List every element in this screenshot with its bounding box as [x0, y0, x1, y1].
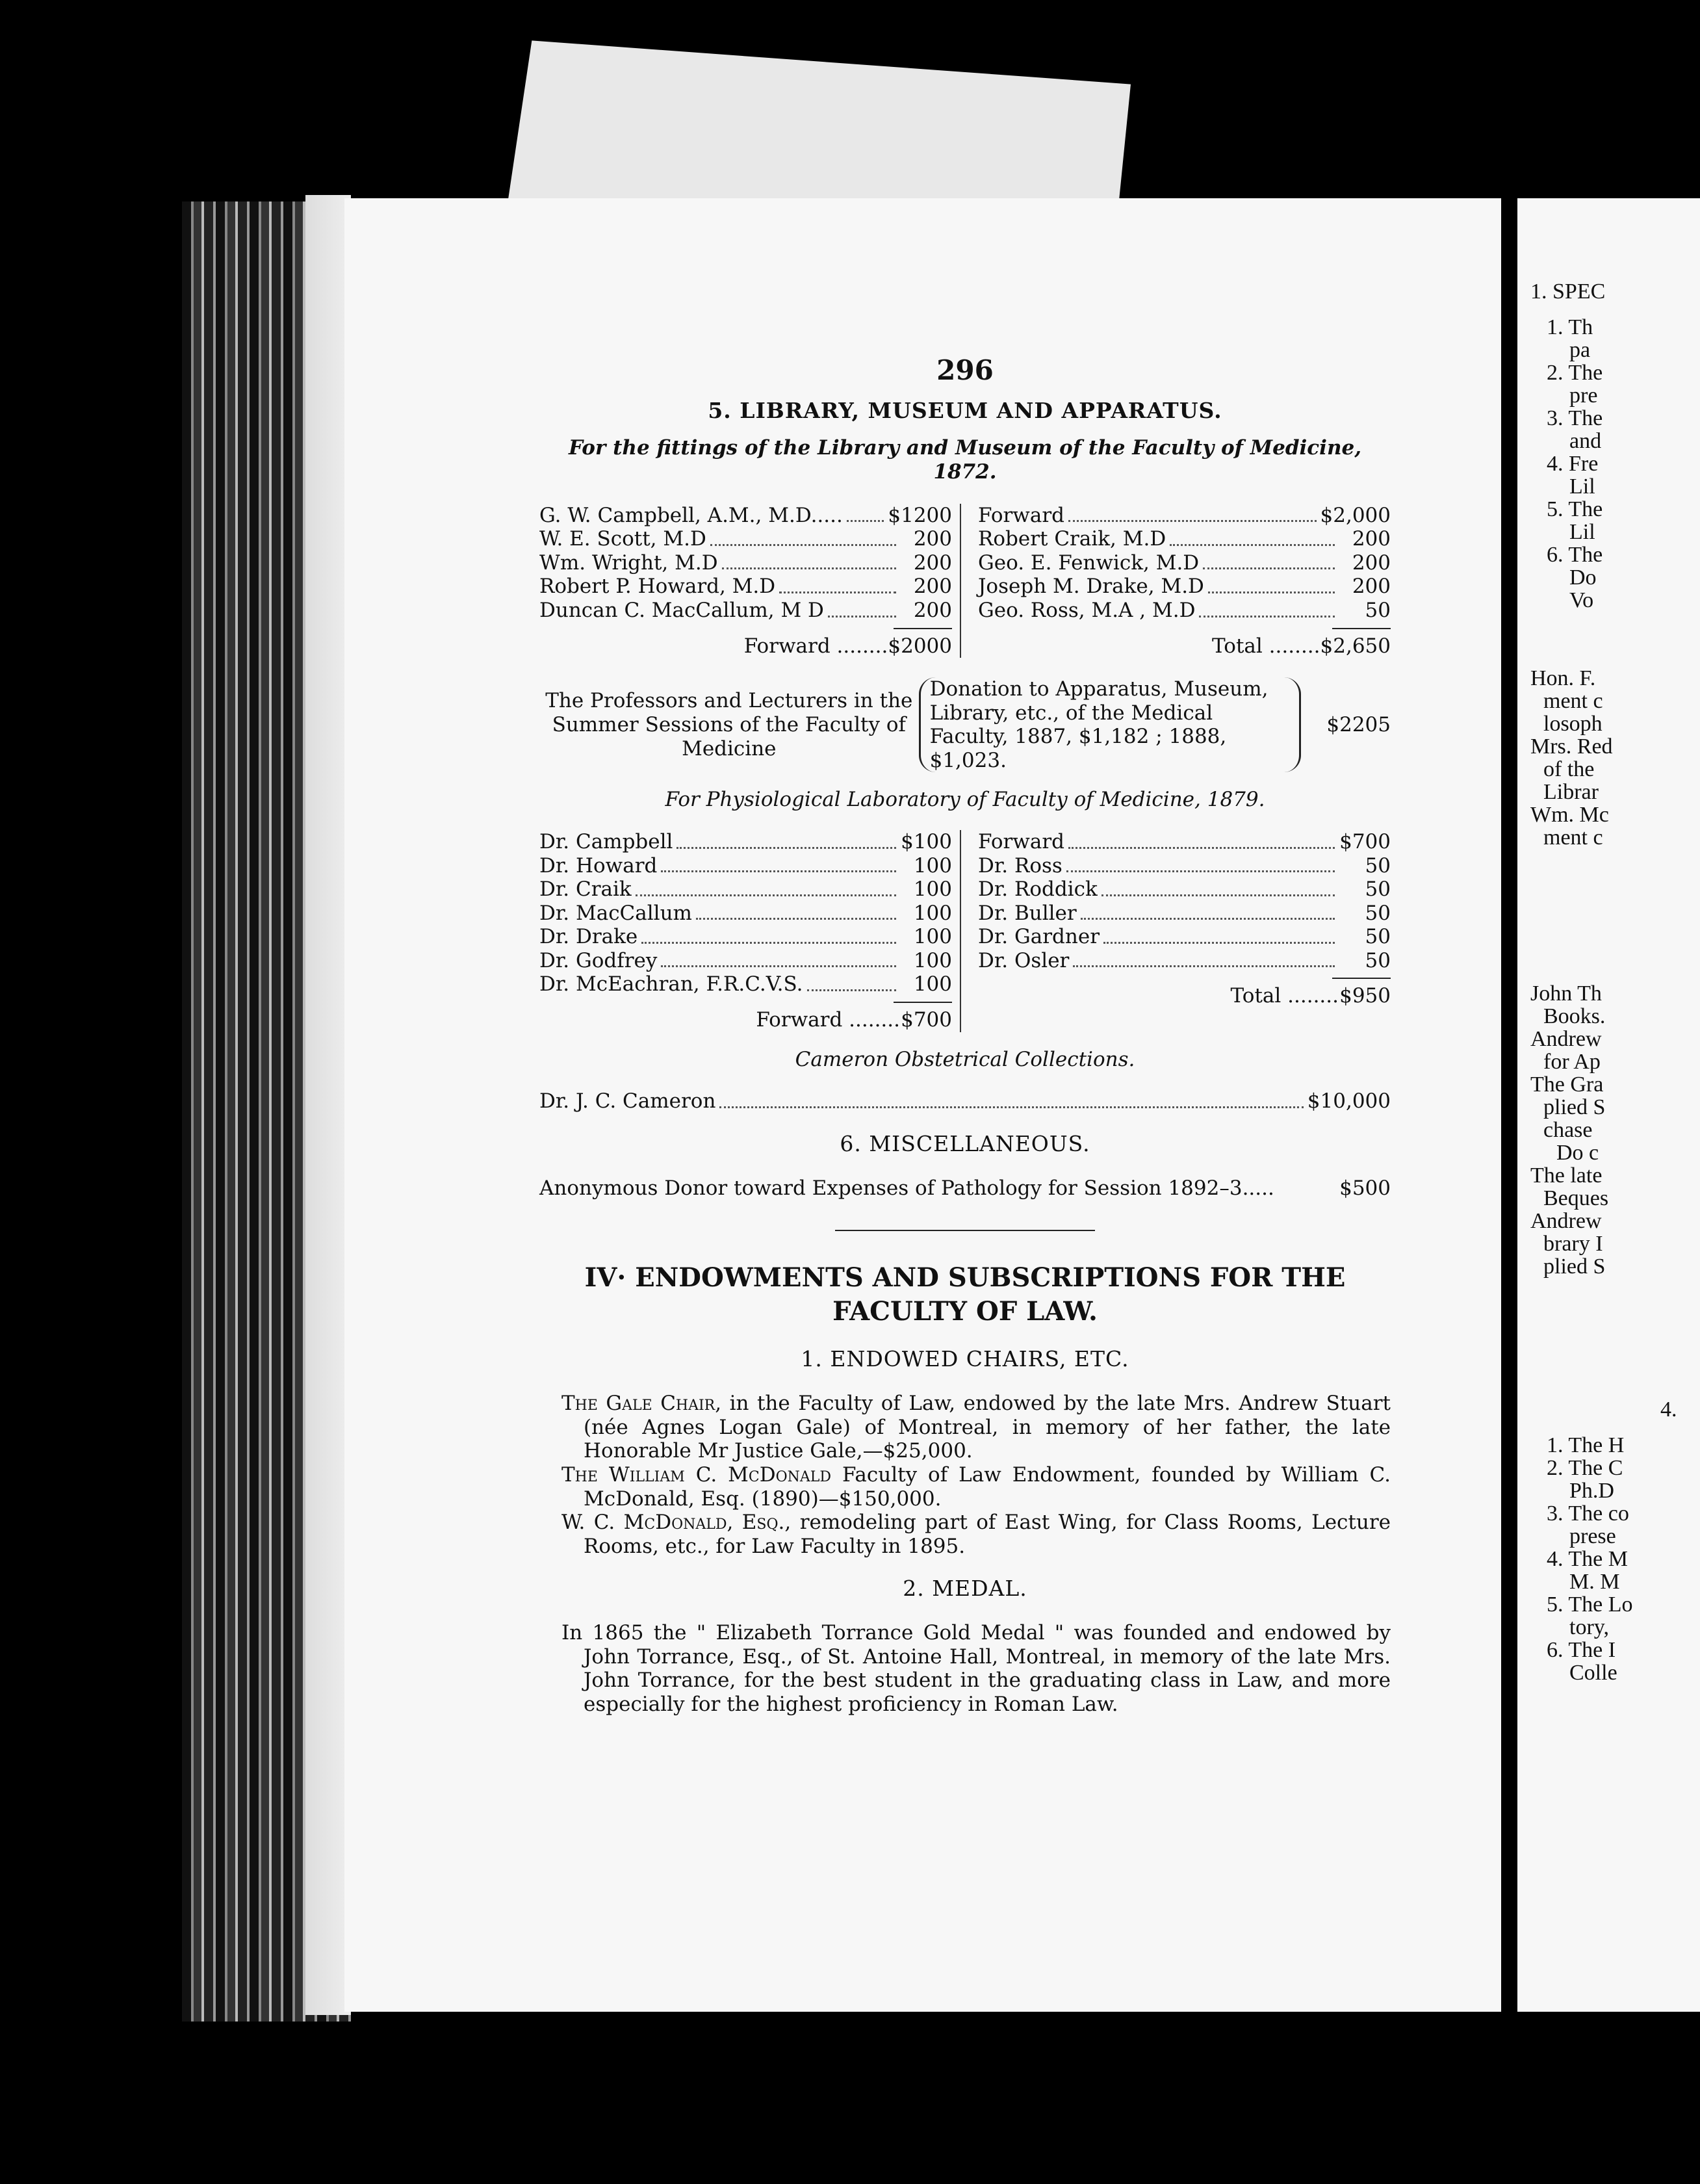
leader-dots [710, 527, 896, 546]
entry-amount: 200 [913, 598, 952, 622]
entry-name: Forward [978, 830, 1064, 853]
chair-entry [539, 1463, 1391, 1511]
entry-amount: 100 [913, 972, 952, 996]
fragment-line: 4. [1660, 1398, 1677, 1422]
fragment-line: tory, [1569, 1615, 1610, 1639]
fittings-left-column [539, 504, 961, 658]
fragment-line: John Th [1530, 982, 1602, 1006]
medal-text: In 1865 the " Elizabeth Torrance Gold Medal " was founded and endowed by John Torrance, Esq., of St. Antoine Hall, Montreal, in memory of the late Mrs. John Torrance, for the best student in the graduating class in Law, and more especially for the highest proficiency in Roman Law. [561, 1621, 1391, 1716]
fragment-line: The late [1530, 1164, 1603, 1188]
entry-name: Dr. Gardner [978, 925, 1100, 949]
fragment-line: for Ap [1543, 1050, 1601, 1074]
entry-amount: 200 [913, 551, 952, 575]
entry-row [978, 949, 1391, 973]
leader-dots [1068, 830, 1335, 849]
fragment-line: 1. Th [1547, 315, 1593, 339]
fragment-line: of the [1543, 757, 1595, 781]
entry-row [978, 925, 1391, 949]
sum-amount: $700 [901, 1008, 952, 1032]
fragment-line: plied S [1543, 1095, 1606, 1119]
entry-row [539, 949, 952, 973]
leader-dots [719, 1089, 1303, 1108]
entry-row [978, 830, 1391, 854]
entry-name: Robert P. Howard, M.D [539, 575, 776, 599]
fragment-line: Do c [1556, 1141, 1599, 1165]
fittings-table [539, 504, 1391, 658]
entry-amount: 50 [1365, 901, 1391, 925]
leader-dots [636, 878, 896, 896]
leader-dots [779, 575, 896, 593]
entry-row [978, 878, 1391, 902]
entry-row [978, 854, 1391, 878]
chair-entry [539, 1392, 1391, 1463]
fragment-line: losoph [1543, 712, 1603, 736]
fragment-line: 2. The C [1547, 1456, 1623, 1480]
leader-dots [722, 551, 896, 570]
sum-spacer [978, 984, 1231, 1008]
fragment-line: Colle [1569, 1661, 1617, 1685]
leader-dots [696, 902, 896, 920]
entry-row [539, 527, 952, 551]
chair-name: The Gale Chair, [561, 1392, 722, 1416]
paper-tab [507, 26, 1131, 208]
library-heading: 5. LIBRARY, MUSEUM AND APPARATUS. [708, 397, 1222, 423]
entry-amount: 50 [1365, 948, 1391, 972]
fragment-line: and [1569, 429, 1602, 453]
fragment-line: prese [1569, 1524, 1616, 1548]
law-heading: IV· ENDOWMENTS AND SUBSCRIPTIONS FOR THE FACULTY OF LAW. [584, 1262, 1346, 1327]
entry-amount: 100 [913, 878, 952, 902]
entry-row [539, 925, 952, 949]
page-number: 296 [936, 354, 994, 386]
fragment-line: Mrs. Red [1530, 734, 1613, 759]
sum-spacer [978, 634, 1212, 658]
sum-spacer [539, 1008, 756, 1032]
misc-row [539, 1176, 1391, 1201]
sum-label: Forward ........ [756, 1008, 900, 1032]
leader-dots [1101, 878, 1335, 896]
entry-row [978, 504, 1391, 528]
entry-row [539, 504, 952, 528]
entry-row [539, 575, 952, 599]
entry-name: Wm. Wright, M.D [539, 551, 718, 575]
entry-row [978, 599, 1391, 623]
entry-name: Geo. Ross, M.A , M.D [978, 598, 1196, 622]
leader-dots [1066, 854, 1335, 873]
sum-row [978, 634, 1391, 658]
fragment-line: Vo [1569, 588, 1594, 612]
entry-amount: 100 [913, 853, 952, 878]
fragment-line: Librar [1543, 780, 1599, 804]
physio-right-column [969, 830, 1391, 1032]
entry-name: Joseph M. Drake, M.D [978, 575, 1204, 599]
entry-row [978, 902, 1391, 926]
sum-amount: $2000 [888, 634, 952, 658]
fragment-line: plied S [1543, 1254, 1606, 1279]
fragment-line: Ph.D [1569, 1479, 1614, 1503]
entry-name: Robert Craik, M.D [978, 527, 1166, 551]
entry-amount: $1200 [888, 503, 952, 527]
sum-spacer [539, 634, 744, 658]
entry-name: Dr. Godfrey [539, 948, 658, 972]
sum-row [978, 984, 1391, 1008]
cameron-amount: $10,000 [1307, 1089, 1391, 1113]
fragment-line: ment c [1543, 689, 1603, 713]
entry-name: Dr. Craik [539, 878, 632, 902]
entry-row [539, 878, 952, 902]
fragment-line: Hon. F. [1530, 666, 1596, 690]
misc-name: Anonymous Donor toward Expenses of Pathology for Session 1892–3..... [539, 1176, 1274, 1200]
fragment-line: 5. The Lo [1547, 1592, 1633, 1617]
fragment-line: 6. The I [1547, 1638, 1616, 1662]
medal-heading: 2. MEDAL. [903, 1576, 1027, 1602]
entry-amount: 200 [1352, 527, 1391, 551]
entry-row [539, 854, 952, 878]
entry-row [539, 599, 952, 623]
entry-name: Dr. McEachran, F.R.C.V.S. [539, 972, 803, 996]
entry-amount: $100 [901, 830, 952, 853]
entry-amount: $700 [1339, 830, 1391, 853]
leader-dots [1203, 551, 1335, 570]
entry-row [978, 527, 1391, 551]
sum-rule [894, 628, 952, 629]
fragment-line: 1. SPEC [1530, 280, 1606, 304]
entry-amount: 100 [913, 948, 952, 972]
leader-dots [847, 504, 884, 523]
physio-table [539, 830, 1391, 1032]
fittings-title: For the fittings of the Library and Museum of the Faculty of Medicine, 1872. [568, 436, 1362, 484]
entry-name: Forward [978, 503, 1064, 527]
professors-donor: The Professors and Lecturers in the Summer Sessions of the Faculty of Medicine [545, 689, 913, 760]
leader-dots [661, 949, 896, 968]
fragment-line: The Gra [1530, 1072, 1604, 1097]
fragment-line: Andrew [1530, 1027, 1602, 1051]
leader-dots [1208, 575, 1335, 593]
entry-name: Dr. Osler [978, 948, 1070, 972]
entry-name: Dr. Ross [978, 853, 1062, 878]
entry-name: Geo. E. Fenwick, M.D [978, 551, 1200, 575]
left-page [344, 198, 1501, 2012]
leader-dots [807, 972, 897, 991]
sum-row [539, 634, 952, 658]
cameron-row [539, 1089, 1391, 1113]
chair-name: W. C. McDonald, Esq., [561, 1511, 792, 1535]
physio-title: For Physiological Laboratory of Faculty of Medicine, 1879. [665, 788, 1265, 812]
leader-dots [1170, 527, 1335, 546]
fragment-line: Lil [1569, 520, 1595, 544]
entry-amount: 200 [1352, 575, 1391, 599]
entry-amount: 100 [913, 925, 952, 949]
misc-heading: 6. MISCELLANEOUS. [840, 1130, 1090, 1156]
section-divider [835, 1230, 1095, 1231]
professors-amount: $2205 [1326, 712, 1391, 736]
fragment-line: 4. Fre [1547, 452, 1599, 476]
misc-spacer [1278, 1176, 1335, 1195]
entry-name: Dr. Roddick [978, 878, 1098, 902]
chair-entry [539, 1511, 1391, 1558]
chair-name: The William C. McDonald [561, 1462, 832, 1487]
fragment-line: pa [1569, 338, 1591, 362]
chairs-list [539, 1392, 1391, 1558]
misc-amount: $500 [1339, 1176, 1391, 1200]
fragment-line: Lil [1569, 474, 1595, 499]
entry-row [978, 575, 1391, 599]
fragment-line: Andrew [1530, 1209, 1602, 1233]
professors-purpose: Donation to Apparatus, Museum, Library, etc., of the Medical Faculty, 1887, $1,182 ; 1888, $1,023. [919, 677, 1301, 772]
chairs-heading: 1. ENDOWED CHAIRS, ETC. [801, 1346, 1129, 1372]
entry-amount: 50 [1365, 598, 1391, 622]
physio-left-column [539, 830, 961, 1032]
entry-amount: 50 [1365, 853, 1391, 878]
entry-amount: $2,000 [1320, 503, 1391, 527]
chair-text: remodeling part of East Wing, for Class Rooms, Lecture Rooms, etc., for Law Faculty in 1895. [584, 1511, 1391, 1558]
entry-row [539, 972, 952, 996]
cameron-name: Dr. J. C. Cameron [539, 1089, 716, 1113]
entry-amount: 200 [1352, 551, 1391, 575]
entry-amount: 50 [1365, 925, 1391, 949]
fragment-line: Do [1569, 566, 1597, 590]
leader-dots [1081, 902, 1335, 920]
entry-name: W. E. Scott, M.D [539, 527, 706, 551]
entry-name: Dr. MacCallum [539, 901, 692, 925]
sum-label: Total ........ [1212, 634, 1320, 658]
sum-label: Forward ........ [743, 634, 888, 658]
entry-amount: 200 [913, 575, 952, 599]
fragment-line: chase [1543, 1118, 1593, 1142]
fragment-line: 3. The [1547, 406, 1603, 430]
leader-dots [1068, 504, 1317, 523]
leader-dots [661, 854, 896, 873]
leader-dots [1199, 599, 1335, 618]
fragment-line: 3. The co [1547, 1502, 1629, 1526]
sum-row [539, 1008, 952, 1032]
fragment-line: 2. The [1547, 361, 1603, 385]
cameron-title: Cameron Obstetrical Collections. [795, 1047, 1135, 1071]
entry-name: Dr. Buller [978, 901, 1077, 925]
fragment-line: brary I [1543, 1232, 1603, 1256]
fragment-line: 6. The [1547, 543, 1603, 567]
sum-rule [894, 1002, 952, 1003]
entry-amount: 200 [913, 527, 952, 551]
fragment-line: 5. The [1547, 497, 1603, 521]
entry-name: Duncan C. MacCallum, M D [539, 598, 824, 622]
sum-amount: $2,650 [1320, 634, 1391, 658]
chair-text: Faculty of Law Endowment, founded by William C. McDonald, Esq. (1890)—$150,000. [584, 1462, 1391, 1511]
sum-label: Total ........ [1230, 984, 1339, 1008]
entry-name: Dr. Drake [539, 925, 638, 949]
entry-row [539, 830, 952, 854]
fittings-right-column [969, 504, 1391, 658]
page-content [539, 354, 1391, 1717]
sum-rule [1332, 978, 1391, 979]
fragment-line: M. M [1569, 1570, 1620, 1594]
fragment-line: 1. The H [1547, 1433, 1625, 1457]
entry-name: Dr. Campbell [539, 830, 673, 853]
fragment-line: 4. The M [1547, 1547, 1628, 1571]
chair-text: in the Faculty of Law, endowed by the late Mrs. Andrew Stuart (née Agnes Logan Gale) of Montreal, in memory of her father, the late Honorable Mr Justice Gale,—$25,000. [584, 1392, 1391, 1463]
entry-row [539, 551, 952, 575]
entry-name: Dr. Howard [539, 853, 658, 878]
entry-row [978, 551, 1391, 575]
entry-amount: 100 [913, 901, 952, 925]
leader-dots [828, 599, 896, 618]
sum-rule [1332, 628, 1391, 629]
entry-amount: 50 [1365, 878, 1391, 902]
fragment-line: ment c [1543, 826, 1603, 850]
fragment-line: Books. [1543, 1004, 1606, 1028]
fragment-line: Beques [1543, 1186, 1609, 1210]
leader-dots [676, 830, 896, 849]
leader-dots [1073, 949, 1335, 968]
leader-dots [1103, 925, 1335, 944]
entry-row [539, 902, 952, 926]
professors-group [539, 677, 1391, 772]
entry-name: G. W. Campbell, A.M., M.D..... [539, 503, 843, 527]
right-page-fragment [1517, 198, 1700, 2012]
fragment-line: pre [1569, 384, 1598, 408]
leader-dots [641, 925, 896, 944]
sum-amount: $950 [1339, 984, 1391, 1008]
fragment-line: Wm. Mc [1530, 803, 1609, 827]
